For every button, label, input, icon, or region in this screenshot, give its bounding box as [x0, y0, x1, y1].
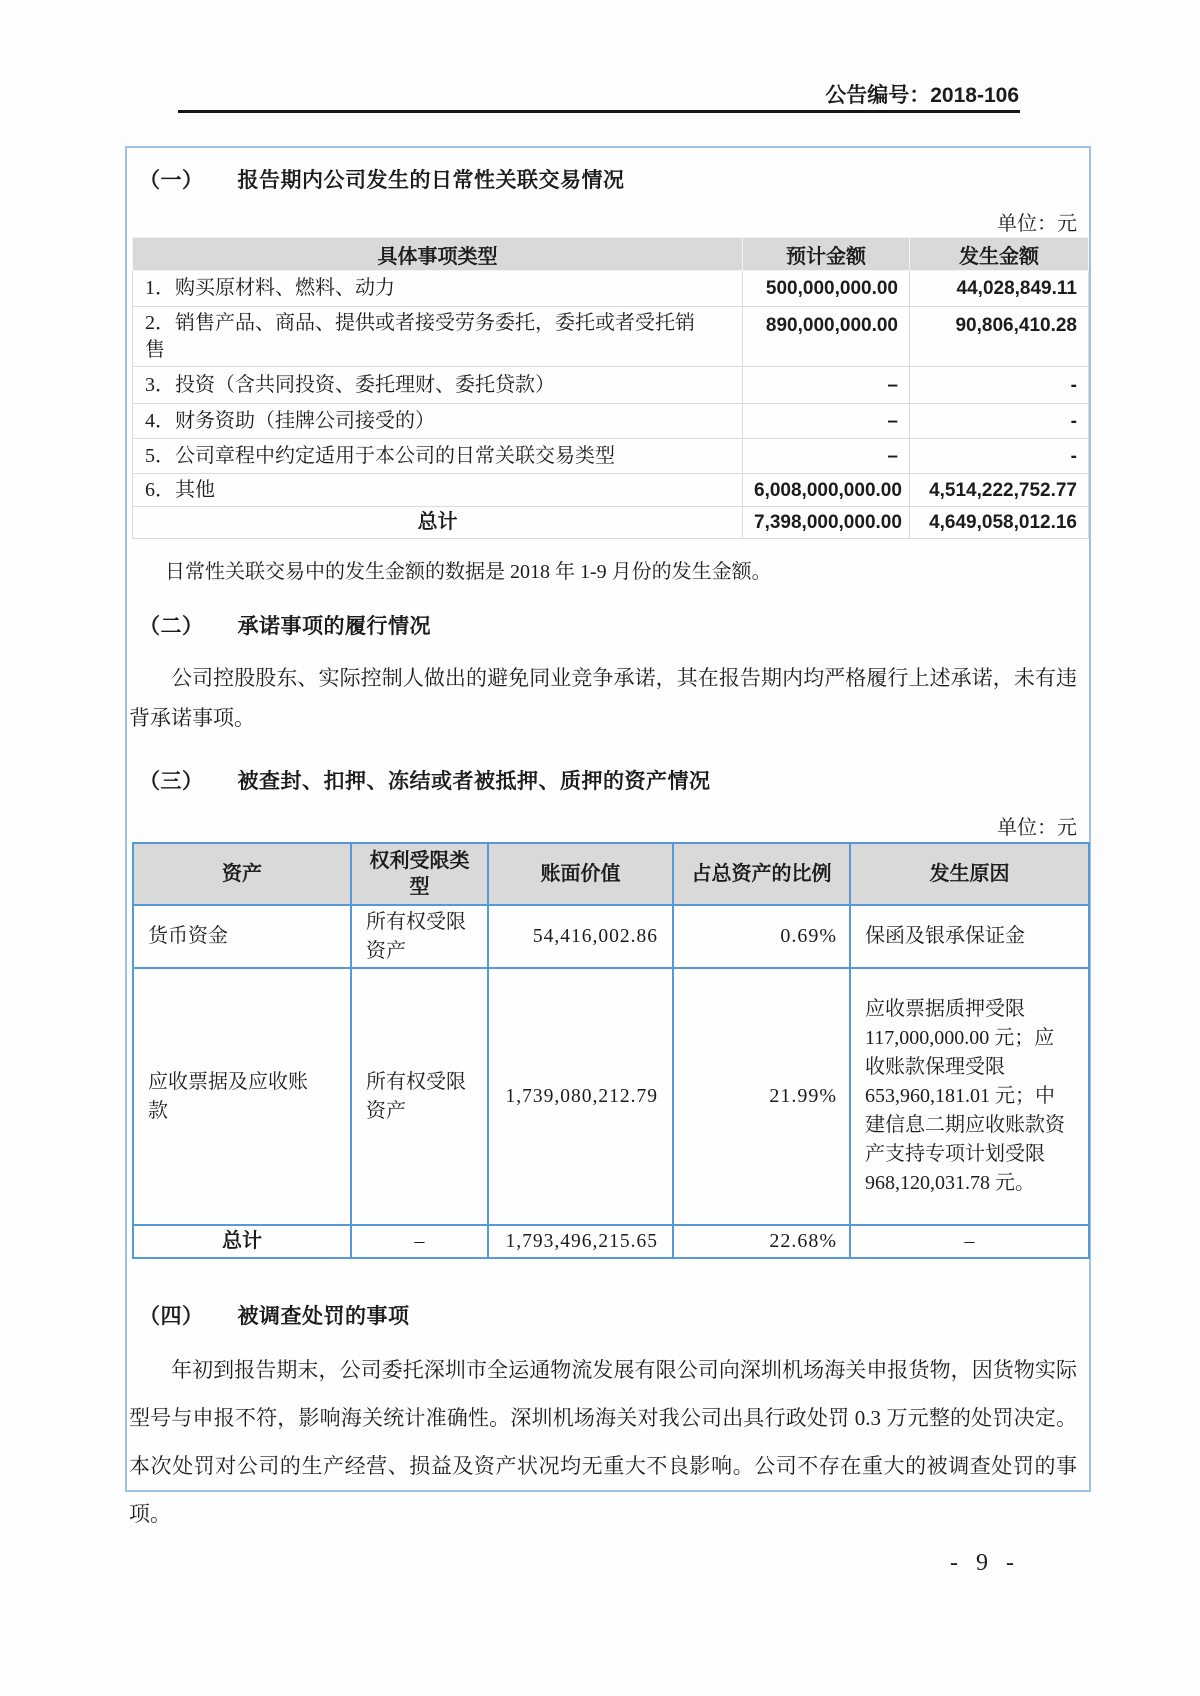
col-header-asset: 资产: [133, 843, 351, 905]
expected-amount-cell: –: [743, 404, 910, 439]
section-3-number: （三）: [139, 770, 204, 793]
table-row: [133, 404, 1089, 439]
expected-amount-cell: –: [743, 439, 910, 474]
item-cell: 3．投资（含共同投资、委托理财、委托贷款）: [133, 367, 743, 404]
restricted-assets-table: [132, 842, 1090, 1259]
document-content-box: [125, 146, 1091, 1526]
actual-amount-cell: -: [910, 439, 1089, 474]
section-4-number: （四）: [139, 1305, 204, 1328]
table-header-row: [133, 843, 1089, 905]
total-book-value-cell: 1,793,496,215.65: [488, 1225, 673, 1258]
expected-amount-cell: 500,000,000.00: [743, 271, 910, 307]
unit-label-table2: 单位：元: [997, 817, 1077, 839]
right-type-cell: 所有权受限资产: [351, 905, 488, 968]
item-cell: 6．其他: [133, 474, 743, 507]
reason-cell: 应收票据质押受限 117,000,000.00 元；应收账款保理受限 653,960,181.01 元；中建信息二期应收账款资产支持专项计划受限 968,120,031.78 元。: [850, 968, 1089, 1225]
section-4-heading: [139, 1300, 410, 1330]
section-2-paragraph: 公司控股股东、实际控制人做出的避免同业竞争承诺，其在报告期内均严格履行上述承诺，未有违背承诺事项。: [129, 666, 1077, 730]
table-row: [133, 474, 1089, 507]
total-label-cell: 总计: [133, 507, 743, 539]
col-header-item-type: 具体事项类型: [133, 238, 743, 271]
total-ratio-cell: 22.68%: [673, 1225, 850, 1258]
unit-label-table1: 单位：元: [997, 213, 1077, 235]
section-1-title: 报告期内公司发生的日常性关联交易情况: [237, 169, 625, 192]
item-cell: 2．销售产品、商品、提供或者接受劳务委托，委托或者受托销售: [133, 307, 743, 367]
table-row: [133, 367, 1089, 404]
col-header-expected-amount: 预计金额: [743, 238, 910, 271]
section-3-title: 被查封、扣押、冻结或者被抵押、质押的资产情况: [237, 770, 711, 793]
actual-amount-cell: 90,806,410.28: [910, 307, 1089, 367]
table1-footnote: 日常性关联交易中的发生金额的数据是 2018 年 1-9 月份的发生金额。: [165, 561, 772, 583]
asset-cell: 货币资金: [133, 905, 351, 968]
section-1-heading: [139, 164, 625, 194]
col-header-reason: 发生原因: [850, 843, 1089, 905]
expected-amount-cell: 890,000,000.00: [743, 307, 910, 367]
announcement-number: 公告编号：2018-106: [825, 84, 1019, 107]
reason-cell: 保函及银承保证金: [850, 905, 1089, 968]
ratio-cell: 0.69%: [673, 905, 850, 968]
table-total-row: [133, 1225, 1089, 1258]
section-1-number: （一）: [139, 169, 204, 192]
section-2-title: 承诺事项的履行情况: [237, 615, 431, 638]
actual-amount-cell: -: [910, 367, 1089, 404]
col-header-right-type: 权利受限类型: [351, 843, 488, 905]
table-row: [133, 439, 1089, 474]
total-expected-cell: 7,398,000,000.00: [743, 507, 910, 539]
table-row: [133, 905, 1089, 968]
asset-cell: 应收票据及应收账款: [133, 968, 351, 1225]
related-transactions-table: [132, 237, 1089, 539]
section-4-paragraph: 年初到报告期末，公司委托深圳市全运通物流发展有限公司向深圳机场海关申报货物，因货物实际型号与申报不符，影响海关统计准确性。深圳机场海关对我公司出具行政处罚 0.3 万元整的处罚决定。本次处罚对公司的生产经营、损益及资产状况均无重大不良影响。公司不存在重大的被调查处罚的事项。: [129, 1358, 1077, 1526]
col-header-book-value: 账面价值: [488, 843, 673, 905]
page-number: - 9 -: [950, 1550, 1020, 1576]
total-actual-cell: 4,649,058,012.16: [910, 507, 1089, 539]
col-header-actual-amount: 发生金额: [910, 238, 1089, 271]
table-total-row: [133, 507, 1089, 539]
total-right-type-cell: –: [351, 1225, 488, 1258]
right-type-cell: 所有权受限资产: [351, 968, 488, 1225]
header-divider: [178, 110, 1020, 113]
section-3-heading: [139, 765, 711, 795]
col-header-ratio: 占总资产的比例: [673, 843, 850, 905]
ratio-cell: 21.99%: [673, 968, 850, 1225]
total-reason-cell: –: [850, 1225, 1089, 1258]
expected-amount-cell: 6,008,000,000.00: [743, 474, 910, 507]
table-row: [133, 271, 1089, 307]
actual-amount-cell: 44,028,849.11: [910, 271, 1089, 307]
item-cell: 4．财务资助（挂牌公司接受的）: [133, 404, 743, 439]
item-cell: 1．购买原材料、燃料、动力: [133, 271, 743, 307]
total-label-cell: 总计: [133, 1225, 351, 1258]
book-value-cell: 54,416,002.86: [488, 905, 673, 968]
section-2-number: （二）: [139, 615, 204, 638]
table-row: [133, 968, 1089, 1225]
section-4-title: 被调查处罚的事项: [237, 1305, 410, 1328]
item-cell: 5．公司章程中约定适用于本公司的日常关联交易类型: [133, 439, 743, 474]
table-header-row: [133, 238, 1089, 271]
actual-amount-cell: 4,514,222,752.77: [910, 474, 1089, 507]
expected-amount-cell: –: [743, 367, 910, 404]
actual-amount-cell: -: [910, 404, 1089, 439]
table-row: [133, 307, 1089, 367]
section-2-heading: [139, 610, 431, 640]
book-value-cell: 1,739,080,212.79: [488, 968, 673, 1225]
